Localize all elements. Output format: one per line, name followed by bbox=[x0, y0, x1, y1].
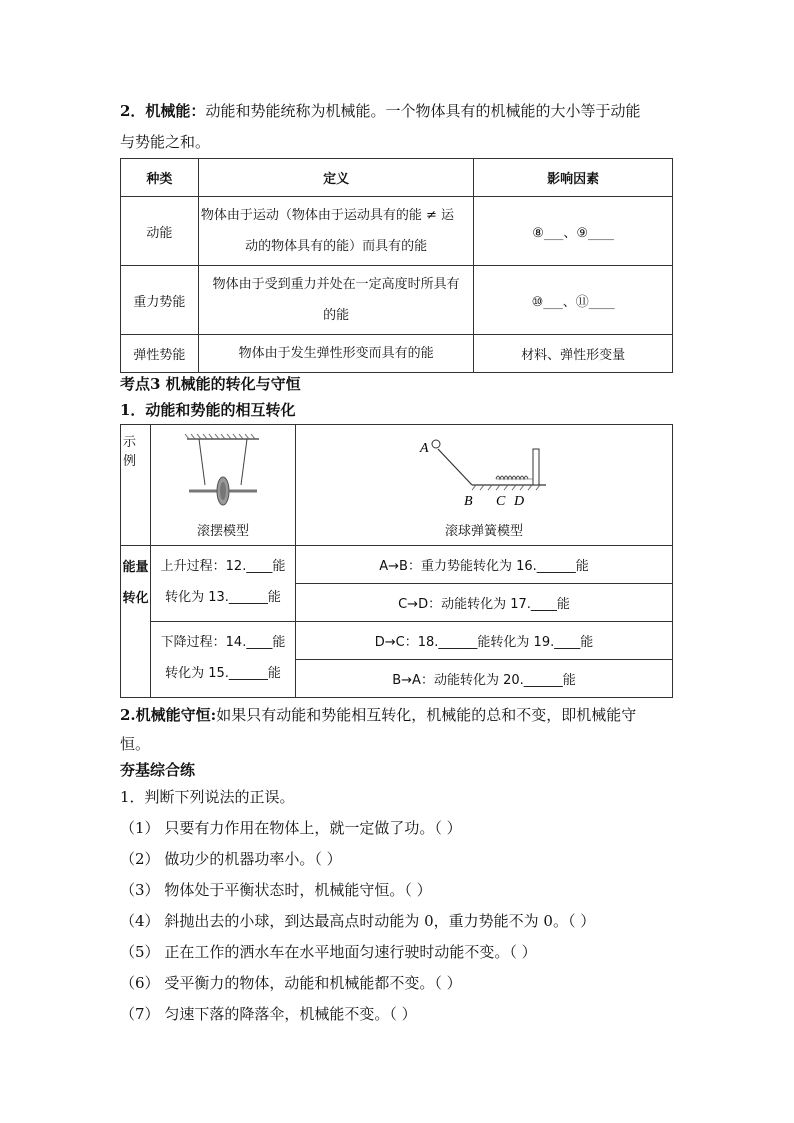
question-number: （6） bbox=[120, 974, 160, 992]
spring-d-to-c: D→C：18.______能转化为 19.____能 bbox=[296, 622, 673, 660]
question-text: 斜抛出去的小球，到达最高点时动能为 0，重力势能不为 0。（ ） bbox=[164, 912, 596, 930]
practice-title: 夯基综合练 bbox=[120, 761, 196, 779]
list-item bbox=[120, 1003, 417, 1025]
question-text: 只要有力作用在物体上，就一定做了功。（ ） bbox=[164, 819, 462, 837]
question-number: （5） bbox=[120, 943, 160, 961]
table1-header-definition: 定义 bbox=[198, 159, 473, 197]
energy-conversion-table bbox=[120, 424, 673, 698]
sub2-body-l1: 如果只有动能和势能相互转化，机械能的总和不变，即机械能守 bbox=[216, 706, 637, 724]
ball-spring-figure bbox=[296, 425, 672, 515]
energy-conversion-label bbox=[121, 546, 151, 698]
table1-kind: 重力势能 bbox=[121, 266, 199, 335]
table-row bbox=[121, 266, 673, 335]
label-a: A bbox=[420, 441, 429, 456]
question-number: （2） bbox=[120, 850, 160, 868]
table1-factor: ⑧___、⑨____ bbox=[474, 197, 673, 266]
section2-line1 bbox=[120, 100, 640, 122]
question-text: 正在工作的洒水车在水平地面匀速行驶时动能不变。（ ） bbox=[164, 943, 537, 961]
pendulum-fall bbox=[151, 622, 296, 698]
section2-body-l2: 与势能之和。 bbox=[120, 133, 211, 151]
fall-line: 转化为 15.______能 bbox=[165, 666, 281, 681]
table1-factor: ⑩___、⑪____ bbox=[474, 266, 673, 335]
sub2-line1 bbox=[120, 704, 636, 726]
list-item bbox=[120, 972, 462, 994]
sub1-title: 1．动能和势能的相互转化 bbox=[120, 401, 296, 419]
pendulum-cell bbox=[151, 425, 296, 546]
fall-line: 下降过程：14.____能 bbox=[160, 635, 286, 650]
label-b: B bbox=[464, 494, 473, 509]
question-number: （4） bbox=[120, 912, 160, 930]
question-number: （7） bbox=[120, 1005, 160, 1023]
energy-types-table bbox=[120, 158, 673, 373]
question-text: 匀速下落的降落伞，机械能不变。（ ） bbox=[164, 1005, 417, 1023]
definition-line: 动的物体具有的能）而具有的能 bbox=[245, 239, 428, 254]
question-number: （3） bbox=[120, 881, 160, 899]
table1-kind: 弹性势能 bbox=[121, 335, 199, 373]
spring-c-to-d: C→D：动能转化为 17.____能 bbox=[296, 584, 673, 622]
kaodian-title: 考点3 机械能的转化与守恒 bbox=[120, 375, 301, 393]
list-item bbox=[120, 941, 537, 963]
table1-definition: 物体由于发生弹性形变而具有的能 bbox=[198, 335, 473, 373]
sub2-title: 2.机械能守恒: bbox=[120, 706, 217, 724]
question-number: （1） bbox=[120, 819, 160, 837]
spring-b-to-a: B→A：动能转化为 20.______能 bbox=[296, 660, 673, 698]
table-row bbox=[121, 197, 673, 266]
list-item bbox=[120, 879, 432, 901]
question-text: 物体处于平衡状态时，机械能守恒。（ ） bbox=[164, 881, 432, 899]
table1-header-factors: 影响因素 bbox=[474, 159, 673, 197]
table-row bbox=[121, 335, 673, 373]
definition-line: 物体由于受到重力并处在一定高度时所具有 bbox=[212, 277, 460, 292]
definition-line: 物体由于运动（物体由于运动具有的能 ≠ 运 bbox=[200, 208, 455, 223]
list-item bbox=[120, 817, 462, 839]
pendulum-rise bbox=[151, 546, 296, 622]
section2-title: 2．机械能： bbox=[120, 102, 206, 120]
section2-body-l1: 动能和势能统称为机械能。一个物体具有的机械能的大小等于动能 bbox=[205, 102, 641, 120]
rise-line: 上升过程：12.____能 bbox=[160, 559, 286, 574]
list-item bbox=[120, 910, 595, 932]
label-c: C bbox=[496, 494, 506, 509]
energy-label-l2: 转化 bbox=[122, 591, 149, 606]
definition-line: 的能 bbox=[323, 308, 350, 323]
table1-header-kind: 种类 bbox=[121, 159, 199, 197]
pendulum-caption: 滚摆模型 bbox=[196, 524, 249, 539]
spring-a-to-b: A→B：重力势能转化为 16.______能 bbox=[296, 546, 673, 584]
table1-definition bbox=[198, 197, 473, 266]
sub2-body-l2: 恒。 bbox=[120, 735, 151, 753]
example-label: 示例 bbox=[121, 425, 151, 546]
table1-kind: 动能 bbox=[121, 197, 199, 266]
question-text: 做功少的机器功率小。（ ） bbox=[164, 850, 342, 868]
table1-definition bbox=[198, 266, 473, 335]
spring-cell bbox=[296, 425, 673, 546]
rolling-pendulum-figure bbox=[151, 425, 295, 515]
table1-factor: 材料、弹性形变量 bbox=[474, 335, 673, 373]
rise-line: 转化为 13.______能 bbox=[165, 590, 281, 605]
list-item bbox=[120, 848, 342, 870]
spring-caption: 滚球弹簧模型 bbox=[444, 524, 523, 539]
energy-label-l1: 能量 bbox=[122, 560, 149, 575]
question-intro: 1．判断下列说法的正误。 bbox=[120, 788, 295, 806]
question-text: 受平衡力的物体，动能和机械能都不变。（ ） bbox=[164, 974, 462, 992]
label-d: D bbox=[514, 494, 525, 509]
